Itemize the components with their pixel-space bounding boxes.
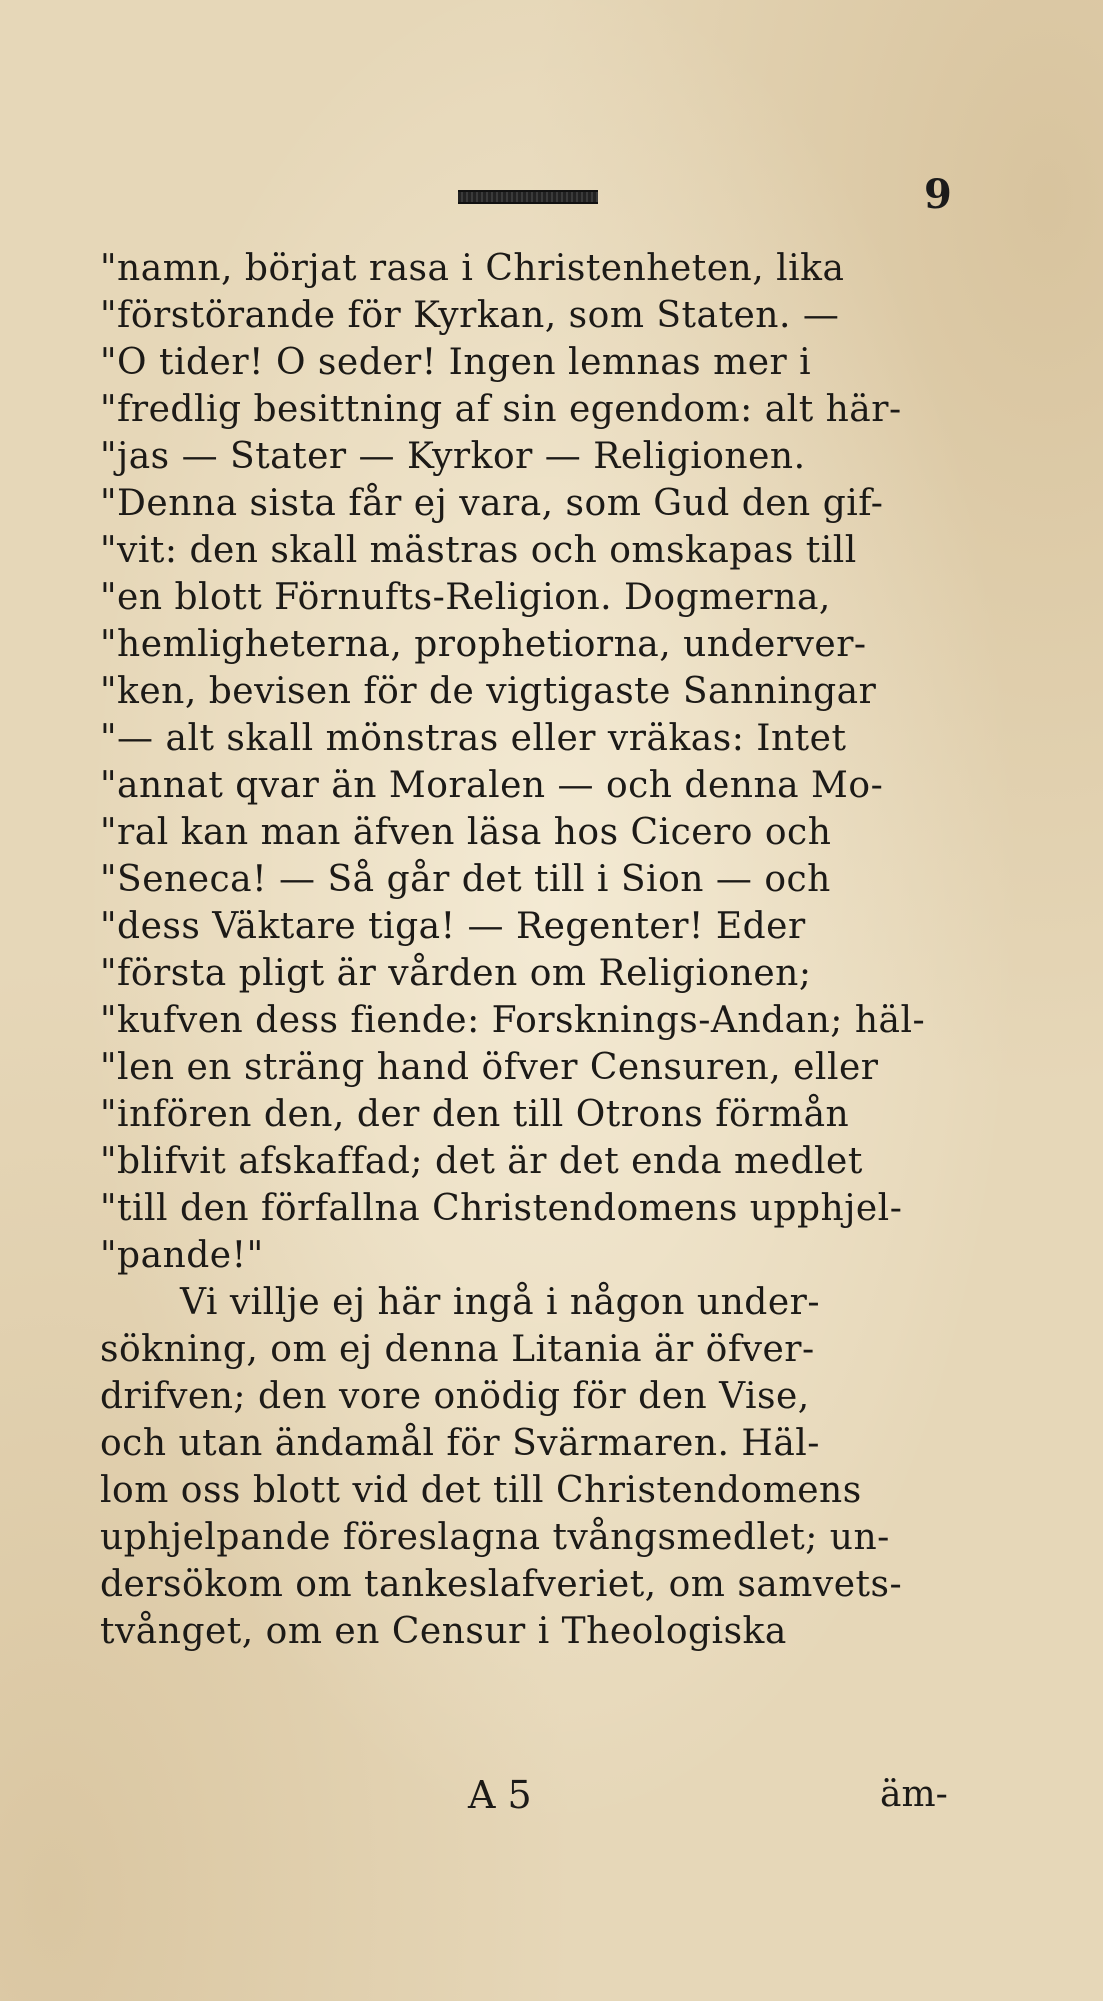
- text-line: "Denna sista får ej vara, som Gud den gif-: [100, 483, 884, 524]
- text-line: uphjelpande föreslagna tvångsmedlet; un-: [100, 1517, 890, 1558]
- text-line: "kufven dess fiende: Forsknings-Andan; häl-: [100, 1000, 926, 1041]
- text-line: "ral kan man äfven läsa hos Cicero och: [100, 812, 832, 853]
- text-line: "— alt skall mönstras eller vräkas: Intet: [100, 718, 847, 759]
- signature-mark: A 5: [468, 1773, 532, 1817]
- text-line: "en blott Förnufts-Religion. Dogmerna,: [100, 577, 831, 618]
- text-line: "förstörande för Kyrkan, som Staten. —: [100, 295, 840, 336]
- page-footer: [0, 1765, 1103, 1825]
- text-line: sökning, om ej denna Litania är öfver-: [100, 1329, 815, 1370]
- text-line: "namn, börjat rasa i Christenheten, lika: [100, 248, 845, 289]
- page-number: 9: [924, 171, 952, 218]
- text-line: "till den förfallna Christendomens upphjel-: [100, 1188, 903, 1229]
- text-line: "ken, bevisen för de vigtigaste Sanningar: [100, 671, 877, 712]
- text-line: "O tider! O seder! Ingen lemnas mer i: [100, 342, 812, 383]
- text-line: "jas — Stater — Kyrkor — Religionen.: [100, 436, 806, 477]
- text-line: "Seneca! — Så går det till i Sion — och: [100, 859, 831, 900]
- text-line: dersökom om tankeslafveriet, om samvets-: [100, 1564, 903, 1605]
- text-line: "pande!": [100, 1235, 264, 1276]
- text-line: "vit: den skall mästras och omskapas till: [100, 530, 857, 571]
- text-line: "len en sträng hand öfver Censuren, eller: [100, 1047, 879, 1088]
- body-text: [100, 245, 980, 1655]
- text-line: "annat qvar än Moralen — och denna Mo-: [100, 765, 884, 806]
- header-rule: [458, 190, 598, 204]
- text-line: drifven; den vore onödig för den Vise,: [100, 1376, 810, 1417]
- text-line: "infören den, der den till Otrons förmån: [100, 1094, 850, 1135]
- text-line: "dess Väktare tiga! — Regenter! Eder: [100, 906, 806, 947]
- text-line: och utan ändamål för Svärmaren. Häl-: [100, 1423, 820, 1464]
- text-line: "första pligt är vården om Religionen;: [100, 953, 812, 994]
- text-line: tvånget, om en Censur i Theologiska: [100, 1611, 787, 1652]
- text-line: "hemligheterna, prophetiorna, underver-: [100, 624, 867, 665]
- text-line: "blifvit afskaffad; det är det enda medlet: [100, 1141, 863, 1182]
- text-line: "fredlig besittning af sin egendom: alt här-: [100, 389, 902, 430]
- text-line: lom oss blott vid det till Christendomens: [100, 1470, 862, 1511]
- page-header: [0, 170, 1103, 230]
- paragraph-first-line: Vi villje ej här ingå i någon under-: [180, 1282, 821, 1323]
- catchword: äm-: [880, 1774, 948, 1815]
